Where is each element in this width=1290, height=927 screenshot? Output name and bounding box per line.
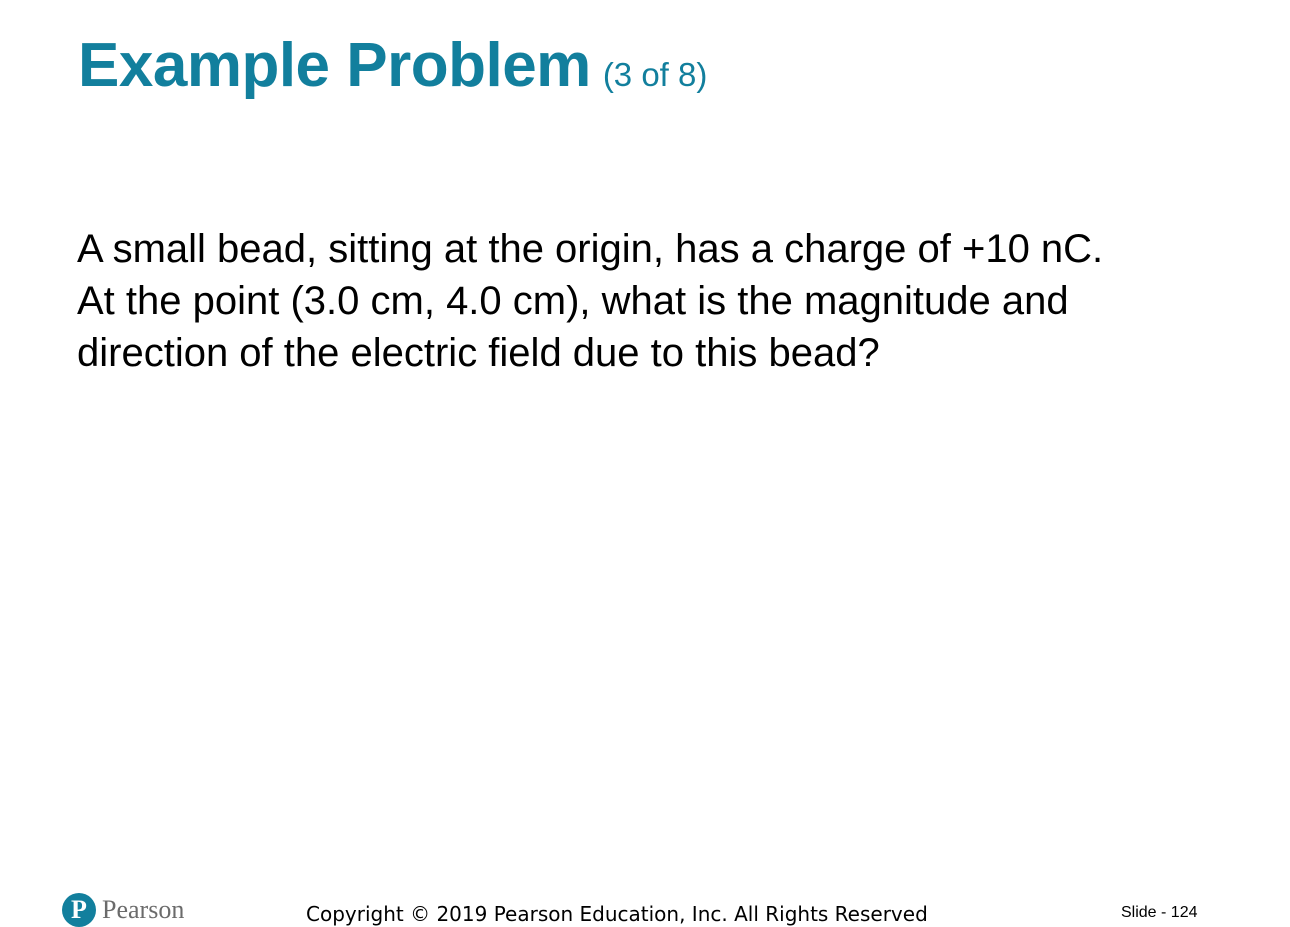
problem-line-3: direction of the electric field due to this bead?: [77, 331, 880, 375]
problem-line-1: A small bead, sitting at the origin, has a charge of +10 nC.: [77, 227, 1104, 271]
slide-number: Slide - 124: [1121, 904, 1198, 921]
pearson-p-logo-icon: P: [62, 893, 96, 927]
problem-text: [77, 223, 1237, 379]
title-main: Example Problem: [78, 31, 591, 100]
copyright-notice: Copyright © 2019 Pearson Education, Inc. All Rights Reserved: [306, 902, 928, 926]
slide-title: [78, 30, 707, 101]
pearson-logo: [62, 893, 184, 927]
title-progress: (3 of 8): [602, 56, 708, 93]
problem-line-2: At the point (3.0 cm, 4.0 cm), what is the magnitude and: [77, 279, 1069, 323]
logo-wordmark: Pearson: [102, 895, 185, 924]
